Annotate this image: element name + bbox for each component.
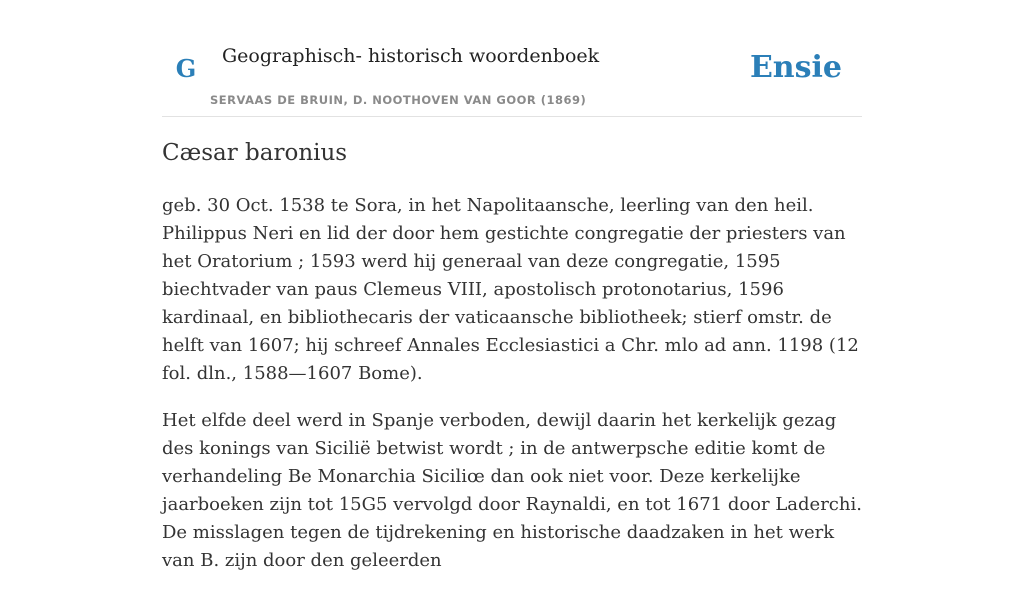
article-paragraph: geb. 30 Oct. 1538 te Sora, in het Napolitaansche, leerling van den heil. Philippus Neri en lid der door hem gestichte congregatie der priesters van het Oratorium ; 1593 werd hij generaal van deze congregatie, 1595 biechtvader van paus Clemeus VIII, apostolisch protonotarius, 1596 kardinaal, en bibliothecaris der vaticaansche bibliotheek; stierf omstr. de helft van 1607; hij schreef Annales Ecclesiastici a Chr. mlo ad ann. 1198 (12 fol. dln., 1588—1607 Bome).	[162, 195, 859, 384]
article-paragraph: Het elfde deel werd in Spanje verboden, dewijl daarin het kerkelijk gezag des konings van Sicilië betwist wordt ; in de antwerpsche editie komt de verhandeling Be Monarchia Siciliœ dan ook niet voor. Deze kerkelijke jaarboeken zijn tot 15G5 vervolgd door Raynaldi, en tot 1671 door Laderchi. De misslagen tegen de tijdrekening en historische daadzaken in het werk van B. zijn door den geleerden	[162, 410, 862, 571]
source-title[interactable]: Geographisch- historisch woordenboek	[222, 45, 600, 67]
article-title: Cæsar baronius	[162, 140, 348, 166]
source-author: SERVAAS DE BRUIN, D. NOOTHOVEN VAN GOOR (1869)	[210, 93, 587, 107]
source-badge[interactable]: G	[175, 54, 197, 83]
article-body	[162, 192, 862, 594]
ensie-logo[interactable]: Ensie	[749, 50, 842, 85]
page-header	[162, 0, 862, 117]
